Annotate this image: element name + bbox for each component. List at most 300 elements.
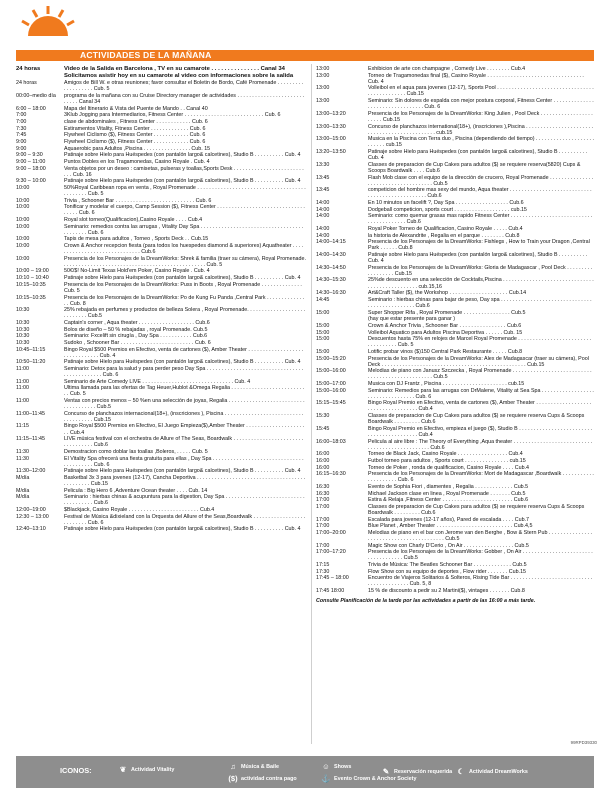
schedule-row	[316, 323, 596, 329]
legend-label: Actividad DreamWorks	[469, 768, 528, 775]
schedule-row	[316, 316, 596, 322]
schedule-activity: Festival de Música &dixieland con la Orquesta del Allure of the Seas,Boardwalk . . . . . . . . . . . . . . . . . . . . . . . . . . Cub. 6	[64, 513, 306, 526]
schedule-time: 10:30	[16, 326, 30, 333]
schedule-activity: Seminario: Detox para la salud y para perder peso Day Spa . . . . . . . . . . . . . . . . . . . . . . . . . . . . . . . . . . . . . . . . . . . . . . Cub. 6	[64, 365, 304, 378]
schedule-activity: 50%Royal Caribbean ropa en venta , Royal Promenade . . . . . . . . . . . . . . . . . . . . . . . . . . . . . . . . . . . . . . . . . . . . . Cub. 5	[64, 184, 306, 197]
schedule-activity: (hay que estar presente para ganar )	[368, 316, 456, 323]
schedule-row	[316, 297, 596, 309]
schedule-activity: Classes de preparacion de Cup Cakes para adultos ($) se requiere reserva Cups & Scoops Boardwalk . . . . . . . . . Cub.6	[368, 413, 585, 426]
schedule-activity: 25%de descuento en una selección de Cocktails,Piscina . . . . . . . . . . . . . . . . . . . . . . . . . . . . . . . . . . . . . . . . . . . . . . . . cub.15,16	[368, 277, 594, 290]
schedule-activity: Bingo Royal $500 Premios en Efectivo, El Juego Empieza($),Amber Theater . . . . . . . . . . . . . . . . . . . . . . Cub.4	[64, 423, 305, 436]
schedule-row	[16, 139, 308, 145]
schedule-activity: Captain's corner , Aqua theater . . . . . . . . . . . . . . . . . . . Cub.6	[64, 319, 210, 326]
schedule-time: 14:30–14:50	[316, 264, 346, 271]
schedule-row	[316, 426, 596, 438]
schedule-row	[316, 336, 596, 348]
schedule-activity: Trivia de Música: The Beatles Schooner Bar . . . . . . . . . . . . . Cub.5	[368, 562, 527, 569]
schedule-time: 10:10 – 10:40	[16, 275, 49, 282]
schedule-time: 10:15–10:35	[16, 281, 46, 288]
schedule-activity: Classes de preparacion de Cup Cakes para adultos ($) se requiere reserva(5820) Cups & Scoops Boardwalk . . . . Cub.6	[368, 161, 581, 174]
schedule-activity: Demostracion como doblar las toallas ,Boleros, . . . . . Cub. 5	[64, 448, 208, 455]
schedule-activity: Bolos de diseño – 50 % rebajadas , royal Promenade. Cub.5	[64, 326, 208, 333]
schedule-row	[16, 327, 308, 333]
schedule-activity: 15 % de discounto a pedir su 2 Martini($), vintages . . . . . . . Cub.8	[368, 588, 525, 595]
schedule-time: 7:45	[16, 132, 27, 139]
schedule-row	[316, 277, 596, 289]
schedule-row	[16, 411, 308, 423]
schedule-row	[316, 290, 596, 296]
schedule-activity: Musica en la Piscina con Terra duo , Piscina (dependiendo del tiempo) . . . . . . . . . . . . . . . . . . . . . . . . . . cub.15	[368, 136, 594, 149]
schedule-time: M/día	[16, 487, 30, 494]
schedule-time: M/día	[16, 494, 30, 501]
schedule-row	[316, 66, 596, 72]
schedule-time: 24 horas	[16, 66, 41, 72]
schedule-activity: Bingo Royal Premio en Efectivo, empieza el juego ($), Studio B . . . . . . . . . . . . . . . . . . . . . . . . . . . . . . . . . . . . . . . . . . Cub.4	[368, 425, 592, 438]
schedule-time: 14:00	[316, 213, 330, 220]
schedule-activity: $Blackjack, Casino Royale . . . . . . . . . . . . . . . . . . . . . . . . Cub.4	[64, 507, 215, 514]
schedule-time: 16:00	[316, 451, 330, 458]
schedule-row	[316, 491, 596, 497]
schedule-time: 17:00–20:00	[316, 529, 346, 536]
schedule-row	[16, 449, 308, 455]
schedule-activity: Patinaje sobre Hielo para Huéspedes (con pantalón largo& calcetines), Studio B . . . . . . . . . . Cub. 4	[368, 149, 588, 162]
schedule-time: 12:40–13:10	[16, 526, 46, 533]
schedule-activity: Flash Mob clase con el equipo de la dirección de crucero, Royal Promenade . . . . . . . . . . . . . . . . . . . . . . . . . . . . . . . . . . . . . Cub.5	[368, 174, 594, 187]
schedule-row	[316, 200, 596, 206]
schedule-row	[16, 366, 308, 378]
schedule-row	[316, 451, 596, 457]
document-code: 99RPD39330	[570, 740, 597, 745]
schedule-activity: Ultima llamada para las ofertas de Tag Heuer,Hublot &Omega Regalia . . . . . . . . . . . . . . . . . . . . . . . . . . . Cub. 5	[64, 385, 305, 398]
schedule-row	[16, 159, 308, 165]
schedule-row	[16, 456, 308, 468]
schedule-row	[16, 282, 308, 294]
schedule-row	[316, 543, 596, 549]
schedule-activity: Presencia de los Personajes de la DreamWorks: Gloria de Madagascar , Pool Deck . . . . . . . . . . . . . . . . . . Cub.15	[368, 264, 593, 277]
schedule-activity: Solicitamos asistir hoy en su camarote al video con informaciones sobre la salida	[64, 73, 294, 80]
schedule-activity: Seminario: Fxcelift sin cirugía , Day Spa . . . . . . . . . . . Cub.6	[64, 333, 208, 340]
schedule-time: 12:30 – 13:00	[16, 513, 49, 520]
legend-label: Actividad Vitality	[131, 766, 175, 773]
schedule-time	[316, 316, 368, 322]
schedule-row	[16, 436, 308, 448]
schedule-row	[316, 569, 596, 575]
schedule-activity: Melodias de piano en el bar con Jerome van den Berghe , Bow & Stern Pub . . . . . . . . . . . . . . . . . . . . . . . . . . . . . . . . . . . . . . . . . Cub.5	[368, 529, 592, 542]
schedule-row	[16, 295, 308, 307]
schedule-activity: Seminario de Arte Comedy LIVE . . . . . . . . . . . . . . . . . . . . . . . . . . . . . . . Cub. 4	[64, 378, 251, 385]
sun-logo-icon	[16, 6, 80, 38]
schedule-activity: Crown & Anchor recepcion fiesta (para todos los huespedes diamond & superiores) Aquatheater . . . . . . . . . . . . . . . . . . . . . . . . . . . . . . Cub.6	[64, 243, 304, 256]
schedule-time: 13:45	[316, 187, 330, 194]
schedule-activity: Flywheel Ciclismo ($), Fitness Center . . . . . . . . . . . . Cub. 6	[64, 132, 206, 139]
schedule-time: 17:00–17:20	[316, 549, 346, 556]
schedule-time: 9:00	[16, 145, 27, 152]
schedule-row	[316, 265, 596, 277]
schedule-row	[16, 256, 308, 268]
schedule-activity: Royal slot torneo(Qualificacion),Casino Royale . . . . Cub.4	[64, 217, 203, 223]
schedule-row	[16, 93, 308, 105]
morning-schedule-left	[16, 66, 308, 744]
schedule-activity: la historia de Alexandrite , Regalia en el parque . . . . . . . . Cub.8	[368, 232, 520, 239]
schedule-time: 16:15–16:30	[316, 471, 346, 478]
legend-label: Reservación requerida	[394, 768, 453, 775]
schedule-activity: Trivia , Schooner Bar . . . . . . . . . . . . . . . . . . . . . . . . . . . Cub. 6	[64, 197, 212, 204]
icons-title: ICONOS:	[60, 766, 92, 775]
schedule-row	[316, 484, 596, 490]
schedule-time: 13:00	[316, 66, 330, 72]
schedule-activity: programa de la mañana con su Cruise Directory manager de actividades . . . . . . . . . . . . . . . . . . . . . . . . . . . . Canal 34	[64, 93, 305, 106]
schedule-time: 10:00	[16, 243, 30, 250]
schedule-row	[16, 359, 308, 365]
schedule-time: 16:00–18:03	[316, 438, 346, 445]
schedule-time: 7:00	[16, 112, 27, 119]
schedule-activity: Melodias de piano con Janusz Szczecka , Royal Promenade . . . . . . . . . . . . . . . . . . . . . . . . . . . . . . . . . . . . . . . . . . . . . . . . . Cub.5	[368, 368, 592, 381]
schedule-row	[16, 243, 308, 255]
leaf-icon: ❦	[119, 765, 127, 774]
schedule-time: 10:00 – 19:00	[16, 268, 49, 275]
schedule-row	[316, 187, 596, 199]
schedule-row	[16, 152, 308, 158]
schedule-row	[16, 66, 308, 73]
schedule-activity: Presencia de los Personajes de la DreamWorks: Alex de Madagascar (traer su cámera), Pool Deck . . . . . . . . . . . . . . . . . . . . . . . . . . . . . . . . . . . . . . . . . . . . . . . . . Cub.15	[368, 355, 589, 368]
schedule-activity: En 10 minutos un facelift ?, Day Spa . . . . . . . . . . . . . . . . . . Cub.6	[368, 199, 524, 206]
schedule-activity: Estira & Relaja ,Fitness Center . . . . . . . . . . . . . . . . . . . . . . . . Cub.6	[368, 497, 529, 504]
schedule-row	[16, 340, 308, 346]
schedule-time: 11:30	[16, 455, 29, 462]
schedule-activity: Seminario : hierbas chinas & acupuntura para la digestion, Day Spa . . . . . . . . . . . . . . . . . . . . . . . . . . . . . . . . . . . . . Cub.6	[64, 494, 305, 507]
legend-label: Evento Crown & Anchor Society	[334, 775, 417, 782]
schedule-activity: Sudoko , Schooner Bar . . . . . . . . . . . . . . . . . . . . . . . . . Cub. 6	[64, 339, 211, 346]
schedule-row	[16, 398, 308, 410]
schedule-time: 11:00	[16, 385, 29, 392]
schedule-row	[16, 198, 308, 204]
schedule-row	[316, 124, 596, 136]
schedule-time: 13:45	[316, 174, 330, 181]
schedule-row	[16, 333, 308, 339]
schedule-time: 16:30	[316, 483, 330, 490]
schedule-activity: Flow Show con su equipo de deportes , Flow rider . . . . . . . Cub.15	[368, 568, 527, 575]
legend-item	[228, 762, 279, 771]
schedule-time: 13:30	[316, 161, 330, 168]
schedule-time: 13:00–13:20	[316, 110, 346, 117]
schedule-time: 15:00	[316, 348, 330, 355]
schedule-activity: Classes de preparacion de Cup Cakes para adultos ($) se requiere reserva Cups & Scoops Boardwalk . . . . . . . . . Cub.6	[368, 503, 585, 516]
schedule-row	[16, 268, 308, 274]
schedule-activity: Presencia de los Personajes de la DreamWorks: Shrek & familia (traer su cámera), Royal Promenade. . . . . . . . . . . . . . . . . . . . . . . . . . . . . . . . . . . . . . . . . . . . . . . . . Cub. 5	[64, 255, 306, 268]
legend-label: actividad contra pago	[241, 775, 297, 782]
schedule-row	[16, 385, 308, 397]
schedule-activity: Presencia de los Personajes de la DreamWorks: Po de Kung Fu Panda ,Central Park . . . . . . . . . . . . . . . Cub. 8	[64, 294, 305, 307]
schedule-time: 13:00	[316, 98, 330, 105]
schedule-activity: Concurso de planchazos internacional(18+), (inscriciones ), Piscina . . . . . . . . . . . . . . . . . . . . . . . . . . . . . . . . . . . . . Cub.15	[64, 410, 304, 423]
theater-masks-icon: ☺	[322, 762, 330, 771]
schedule-activity: Ventas con precios menos – 50 %en una selección de joyas, Regalia . . . . . . . . . . . . . . . . . . . . . . . . . . . . . . . . . . . . . Cub.5	[64, 398, 305, 411]
schedule-time: 16:30	[316, 490, 330, 497]
schedule-row	[316, 213, 596, 225]
schedule-time: 17:00	[316, 497, 330, 504]
schedule-row	[16, 275, 308, 281]
schedule-time: 17:45 – 18:00	[316, 575, 349, 582]
schedule-activity: Video de la Salida en Barcelona , TV en su camarote . . . . . . . . . . . . . . . Canal 34	[64, 66, 285, 72]
schedule-time: 14:45	[316, 296, 330, 303]
schedule-row	[316, 465, 596, 471]
schedule-activity: Super Shopper Rifa , Royal Promenade . . . . . . . . . . . . . . . . Cub.5	[368, 309, 526, 316]
schedule-time: 6:00 – 18:00	[16, 105, 46, 112]
schedule-time: 13:00	[316, 85, 330, 92]
schedule-time: 9:00 – 11:00	[16, 158, 46, 165]
schedule-activity: 25% rebajada en perfumes y productos de belleza Solera , Royal Promenade. . . . . . . . . . . . . . . . . . . . . . . . . . . . Cub.5	[64, 307, 306, 320]
legend-item	[118, 765, 174, 774]
schedule-time: 10:00	[16, 217, 30, 223]
schedule-time: 15:45	[316, 425, 330, 432]
schedule-row	[16, 119, 308, 125]
schedule-time: 17:00	[316, 503, 330, 510]
schedule-row	[16, 73, 308, 80]
schedule-time: 13:20–13:50	[316, 149, 346, 156]
schedule-row	[16, 423, 308, 435]
schedule-row	[316, 98, 596, 110]
schedule-time: 13:00	[316, 72, 330, 79]
schedule-time: 15:00	[316, 329, 330, 336]
schedule-row	[16, 307, 308, 319]
schedule-time: 9:00 – 18:00	[16, 165, 46, 172]
schedule-activity: Musica con DJ Frantz , Piscina . . . . . . . . . . . . . . . . . . . . . . cub.15	[368, 381, 525, 387]
schedule-time: 11:30–12:00	[16, 468, 46, 475]
schedule-activity: Patinaje sobre Hielo para Huéspedes (con pantalón largo& calcetines), Studio B . . . . . . . . . . Cub. 4	[64, 275, 301, 282]
page-title: ACTIVIDADES DE LA MAÑANA	[16, 50, 594, 61]
schedule-activity: Encuentro de Viajeros Solitarios & Solteros, Rising Tide Bar . . . . . . . . . . . . . . . . . . . . . . . . . . . . . . . . . . . . . . . . . . Cub. 5, 8	[368, 575, 593, 588]
schedule-row	[16, 106, 308, 112]
schedule-time: 14:00–14:15	[316, 239, 346, 246]
schedule-time: 17:45 18:00	[316, 588, 345, 595]
schedule-activity: 3Klub Jogging para Intermediarios, Fitness Center . . . . . . . . . . . . . . . . . . . . . . . . . . . Cub. 6	[64, 112, 281, 119]
crown-anchor-icon: ⚓	[321, 774, 331, 783]
schedule-time: 10:50–11:20	[16, 359, 46, 366]
schedule-row	[316, 136, 596, 148]
schedule-time: 17:15	[316, 562, 330, 569]
schedule-row	[316, 458, 596, 464]
schedule-row	[316, 471, 596, 483]
legend-label: Música & Baile	[241, 763, 280, 770]
schedule-time: 12:00–19:00	[16, 507, 46, 514]
schedule-row	[16, 514, 308, 526]
schedule-row	[16, 236, 308, 242]
schedule-activity: Volleibol Aquatico para Adultos Piscina Deportiva . . . . . . Cub. 15	[368, 329, 523, 336]
schedule-activity: 50€/$! No-Limit Texas Hold'em Poker, Casino Royale . Cub. 4	[64, 268, 210, 275]
icons-legend	[16, 756, 594, 788]
schedule-time: 7:00	[16, 119, 27, 126]
schedule-time: 10:00	[16, 223, 30, 230]
schedule-row	[316, 175, 596, 187]
legend-item	[381, 767, 452, 776]
schedule-row	[316, 239, 596, 251]
schedule-row	[316, 400, 596, 412]
schedule-time: 14:30–16:30	[316, 290, 346, 297]
schedule-row	[316, 226, 596, 232]
schedule-row	[16, 320, 308, 326]
schedule-row	[16, 526, 308, 532]
schedule-row	[316, 162, 596, 174]
schedule-row	[316, 252, 596, 264]
schedule-row	[316, 588, 596, 594]
schedule-row	[16, 507, 308, 513]
schedule-activity: Magic Show con Charly D'Cerio , On Air . . . . . . . . . . . . . . . . . Cub.5	[368, 542, 529, 549]
schedule-time: 9:30 – 10:00	[16, 178, 46, 185]
schedule-activity: Venta objetos por un deseo : camisetas, pulseras y toallas,Sports Desk . . . . . . . . . . . . . . . . . . . . . . . . . . . Cub. 16	[64, 165, 304, 178]
schedule-row	[16, 166, 308, 178]
schedule-row	[16, 488, 308, 494]
schedule-time: 16:00	[316, 457, 330, 464]
reservation-icon: ✎	[382, 767, 390, 776]
schedule-time: 10:30	[16, 333, 30, 340]
schedule-row	[316, 517, 596, 523]
schedule-activity: Pelicula : Big Hero 6 ,Adventure Ocean theater . . . . Cub. 14	[64, 487, 208, 494]
schedule-time: 11:15–11:45	[16, 436, 45, 443]
schedule-time: 13:00–15:00	[316, 136, 346, 143]
schedule-row	[316, 330, 596, 336]
schedule-activity: Puntos Dobles en los Tragamonedas, Casino Royale . Cub. 4	[64, 158, 210, 165]
schedule-row	[16, 468, 308, 474]
schedule-time: 13:00–13:30	[316, 123, 346, 130]
schedule-time: 10:00	[16, 236, 30, 243]
schedule-time	[16, 73, 64, 80]
schedule-row	[316, 381, 596, 387]
schedule-activity: Patinaje sobre Hielo para Huéspedes (con pantalón largo& calcetines), Studio B . . . . . . . . . . Cub. 4	[368, 252, 588, 265]
schedule-time: 10:15–10:35	[16, 294, 46, 301]
column-divider	[311, 64, 312, 744]
schedule-time: 9:00 – 9:30	[16, 152, 43, 159]
schedule-activity: clase de abdominales , Fitness Center . . . . . . . . . . . . Cub. 6	[64, 119, 208, 126]
legend-item	[321, 762, 351, 771]
schedule-time: 15:00–17:00	[316, 381, 346, 387]
schedule-activity: competicion del hombre mas sexy del mundo, Aqua theater . . . . . . . . . . . . . . . . . . . . . . . . . . . . . . . . . . . . . . . . . . . . . . . . Cub.6	[368, 187, 592, 200]
schedule-row	[16, 217, 308, 223]
schedule-time: 17:00	[316, 542, 330, 549]
schedule-row	[316, 111, 596, 123]
schedule-time: 10:45–11:15	[16, 346, 46, 353]
schedule-time: M/día	[16, 474, 30, 481]
schedule-time: 10:00	[16, 184, 30, 191]
dreamworks-icon: ☾	[457, 767, 465, 776]
schedule-row	[316, 207, 596, 213]
schedule-row	[316, 368, 596, 380]
legend-item	[228, 774, 297, 783]
schedule-time: 10:30	[16, 339, 30, 346]
schedule-row	[316, 523, 596, 529]
schedule-activity: Presencia de los Personajes de la DreamWorks: Gobber , On Air . . . . . . . . . . . . . . . . . . . . . . . . . . . . . . . . . . . . Cub.5	[368, 549, 593, 562]
schedule-time: 11:00	[16, 378, 29, 385]
schedule-time: 11:30	[16, 448, 29, 455]
schedule-row	[16, 146, 308, 152]
schedule-row	[316, 73, 596, 85]
schedule-activity: Pelicula al aire libre : The Theory of Everything ,Aqua theater . . . . . . . . . . . . . . . . . . . . . . . . . . . . . . . . . . . . . . . . . . . . . . . . Cub.6	[368, 438, 593, 451]
schedule-row	[316, 233, 596, 239]
schedule-activity: Blue Planet , Amber Theater . . . . . . . . . . . . . . . . . . . . . . . . . . Cub.4,5	[368, 523, 533, 530]
schedule-time: 15:00	[316, 336, 330, 343]
schedule-time: 15:00–16:00	[316, 368, 346, 375]
footer-note: Consulte Planificación de la tarde por las actividades a partir de las 16:00 a más tarde.	[316, 598, 536, 605]
schedule-activity: Seminario: como quemar grasas mas rapido Fitness Center . . . . . . . . . . . . . . . . . . . . . . . . . . . . . . . . . . . . . . . . . Cub.6	[368, 213, 593, 226]
schedule-activity: Torneo de Tragamonedas final ($), Casino Royale . . . . . . . . . . . . . . . . . . . . . . . . . . . . . . . . . Cub. 4	[368, 72, 584, 85]
schedule-activity: Patinaje sobre Hielo para Huéspedes (con pantalón largo& calcetines), Studio B . . . . . . . . . . Cub. 4	[64, 359, 301, 366]
schedule-activity: Evento de Sophia Fiori , diamentes , Regalia . . . . . . . . . . . . . Cub.5	[368, 483, 529, 490]
schedule-activity: Seminario : hierbas chinas para bajar de peso, Day spa . . . . . . . . . . . . . . . . . . . . . . . . . . . . . . . . . . . . . . . . . . . . . . . Cub.6	[368, 296, 592, 309]
schedule-activity: Lotific probar vinos ($)150 Central Park Restaurante . . . . . Cub.8	[368, 348, 523, 355]
schedule-time: 14:00	[316, 206, 330, 213]
schedule-time: 17:00	[316, 516, 330, 523]
schedule-activity: Patinaje sobre Hielo para Huéspedes (con pantalón largo& calcetines), Studio B . . . . . . . . . . Cub. 4	[64, 468, 301, 475]
schedule-activity: Patinaje sobre Hielo para Huéspedes (con pantalón largo& calcetines), Studio B . . . . . . . . . . Cub. 4	[64, 152, 301, 159]
schedule-row	[316, 310, 596, 316]
schedule-time: 14:00	[316, 232, 330, 239]
schedule-activity: Patinaje sobre Hielo para Huéspedes (con pantalón largo& calcetines), Studio B . . . . . . . . . . Cub. 4	[64, 526, 301, 533]
schedule-row	[316, 549, 596, 561]
schedule-row	[316, 413, 596, 425]
schedule-time: 11:00	[16, 398, 29, 405]
schedule-time: 17:30	[316, 568, 330, 575]
schedule-activity: Crown & Anchor Trivia , Schooner Bar . . . . . . . . . . . . . . . . Cub.6	[368, 322, 522, 329]
schedule-activity: Seminario: remedios contra las arrugas , Vitality Day Spa . . . . . . . . . . . . . . . . . . . . . . . . . . . . . . . . . . . . . . . . . . . Cub. 6	[64, 223, 304, 236]
schedule-activity: Royal Poker Torneo de Qualificacion, Casino Royale . . . . . Cub.4	[368, 226, 523, 232]
schedule-row	[316, 530, 596, 542]
schedule-time: 7:30	[16, 125, 27, 132]
schedule-time: 11:00–11:45	[16, 410, 45, 417]
schedule-time: 15:00	[316, 309, 330, 316]
schedule-activity: Bingo Royal Premio en Efectivo, venta de cartones ($), Amber Theater . . . . . . . . . . . . . . . . . . . . . . . . . . . . . . . . . . . . Cub.4	[368, 400, 592, 413]
schedule-activity: Mapa del Itinerario & Vista del Puente de Mando . . Canal 40	[64, 105, 208, 112]
schedule-row	[316, 85, 596, 97]
schedule-activity: Basketbal 3x 3 para jovenes (12-17), Cancha Deportiva . . . . . . . . . . . . . . . . . . . . . . . . . . . . . . . . . . . . . . . . . . . . . . Cub.15	[64, 474, 306, 488]
schedule-row	[16, 494, 308, 506]
schedule-activity: Concurso de planchazos international(18+), (inscriciones ),Piscina . . . . . . . . . . . . . . . . . . . . . . . . . . . . . . . . . . . . . . . . . . . . . . cub.15	[368, 123, 593, 136]
schedule-activity: Torneo de Poker , ronda de qualificacion, Casino Royale . . . . Cub.4	[368, 464, 529, 471]
schedule-activity: Dodgeball competicion, sports court . . . . . . . . . . . . . . . . . . . cub.15	[368, 206, 527, 213]
schedule-row	[316, 562, 596, 568]
morning-schedule-right	[316, 66, 596, 744]
schedule-row	[16, 132, 308, 138]
schedule-row	[316, 497, 596, 503]
schedule-activity: El Vitality Spa ofrecerá una fiesta gratuita para ellas , Day Spa . . . . . . . . . . . . . . . . . . . . . . . . . . . . . . . . . . . . . . . . . Cub. 6	[64, 455, 304, 468]
schedule-activity: Amigos de Bill W. e otras reuniones; favor consultar el Boletin de Bordo, Café Promenade . . . . . . . . . . . . . . . . . . . Cub. 5	[64, 80, 304, 93]
schedule-row	[16, 80, 308, 92]
schedule-activity: Descuentos hasta 75% en relojes de Marcel Royal Promenade . . . . . . . . . . . . . . . . . . . . . . . . . . . . . . . . . . . Cub. 5	[368, 336, 592, 349]
legend-item	[456, 767, 528, 776]
schedule-time: 9:00	[16, 138, 27, 145]
schedule-time: 14:00	[316, 226, 330, 232]
schedule-time: 14:00	[316, 199, 330, 206]
schedule-row	[316, 349, 596, 355]
schedule-time: 15:00–15:20	[316, 355, 346, 362]
schedule-time: 14:30–15:30	[316, 277, 346, 284]
schedule-time: 10:00	[16, 197, 30, 204]
schedule-activity: Bingo Royal $500 Premios en Efectivo, venta de cartones ($), Amber Theater . . . . . . . . . . . . . . . . . . . . . . . . . . . . . . . Cub. 4	[64, 346, 304, 359]
schedule-row	[316, 149, 596, 161]
schedule-time: 11:15	[16, 423, 29, 430]
schedule-time: 10:30	[16, 307, 30, 314]
schedule-activity: Presencia de los Personajes de la DreamWorks: Puss in Boots , Royal Promenade . . . . . . . . . . . . . . Cub. 5	[64, 281, 302, 294]
schedule-time: 17:00	[316, 523, 330, 530]
schedule-activity: Exhibicion de arte con champagne , Comedy Live . . . . . . . . Cub.4	[368, 66, 526, 72]
schedule-row	[316, 439, 596, 451]
schedule-activity: Escalada para jovenes (12-17 años), Pared de escalada . . . . Cub.7	[368, 516, 530, 523]
schedule-activity: Torneo de Black Jack, Casino Royale . . . . . . . . . . . . . . . . . Cub.4	[368, 451, 523, 458]
schedule-activity: Art&Craft Taller ($), the Workshop . . . . . . . . . . . . . . . . . . . . Cub.14	[368, 290, 527, 297]
schedule-row	[16, 224, 308, 236]
schedule-time: 15:30	[316, 413, 330, 420]
schedule-time: 24 horas	[16, 80, 37, 87]
schedule-activity: Seminario: Remedios para las arrugas con DrMalene, Vitality at Sea Spa . . . . . . . . . . . . . . . . . . . . . . . . . . . . . . . . . . Cub. 6	[368, 387, 594, 400]
schedule-activity: Patinaje sobre Hielo para Huéspedes (con pantalón largo& calcetines), Studio B . . . . . . . . . . Cub. 4	[64, 178, 301, 185]
